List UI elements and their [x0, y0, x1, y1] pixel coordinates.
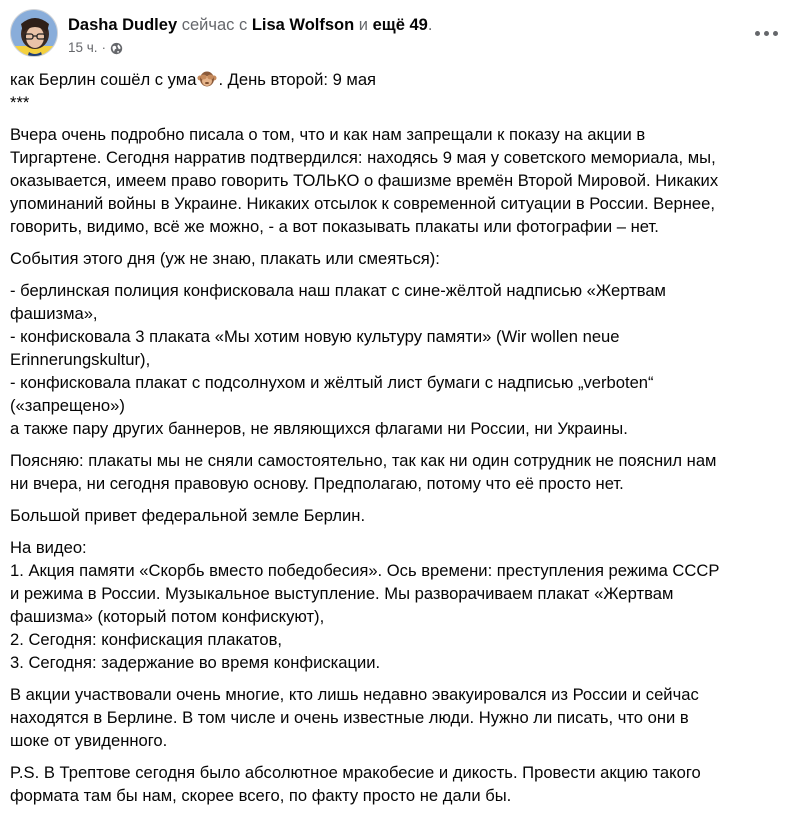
- others-link[interactable]: ещё 49: [372, 16, 428, 34]
- tagged-person[interactable]: Lisa Wolfson: [251, 16, 355, 34]
- avatar-image: [11, 10, 58, 57]
- text-line: Тиргартене. Сегодня нарратив подтвердился: находясь 9 мая у советского мемориала, мы,: [10, 148, 716, 167]
- text-line: и режима в России. Музыкальное выступление. Мы разворачиваем плакат «Жертвам: [10, 584, 674, 603]
- text-line: фашизма» (который потом конфискуют),: [10, 607, 325, 626]
- paragraph-8: [10, 761, 790, 807]
- text-line: Большой привет федеральной земле Берлин.: [10, 506, 366, 525]
- text-line: Erinnerungskultur),: [10, 350, 151, 369]
- title-text-1: как Берлин сошёл с ума: [10, 70, 197, 89]
- paragraph-5: [10, 504, 790, 527]
- meta-separator: ·: [101, 40, 106, 55]
- post-title: [10, 68, 790, 114]
- text-line: P.S. В Трептове сегодня было абсолютное мракобесие и дикость. Провести акцию такого: [10, 763, 701, 782]
- paragraph-2: [10, 247, 790, 270]
- text-line: События этого дня (уж не знаю, плакать или смеяться):: [10, 249, 440, 268]
- more-options-icon[interactable]: [748, 21, 784, 45]
- post-time[interactable]: 15 ч.: [68, 40, 98, 55]
- text-line: - берлинская полиция конфисковала наш плакат с сине-жёлтой надписью «Жертвам: [10, 281, 666, 300]
- text-line: («запрещено»): [10, 396, 125, 415]
- author-line-period: .: [427, 16, 433, 34]
- post-header: [10, 9, 790, 65]
- paragraph-3: [10, 279, 790, 440]
- author-name[interactable]: Dasha Dudley: [68, 16, 178, 34]
- text-line: оказывается, имеем право говорить ТОЛЬКО о фашизме времён Второй Мировой. Никаких: [10, 171, 719, 190]
- text-line: 1. Акция памяти «Скорбь вместо победобесия». Ось времени: преступления режима СССР: [10, 561, 720, 580]
- author-avatar[interactable]: [10, 9, 58, 57]
- text-line: Поясняю: плакаты мы не сняли самостоятельно, так как ни один сотрудник не пояснил нам: [10, 451, 717, 470]
- paragraph-6: [10, 536, 790, 674]
- text-line: фашизма»,: [10, 304, 98, 323]
- text-line: ни вчера, ни сегодня правовую основу. Предполагаю, потому что её просто нет.: [10, 474, 624, 493]
- text-line: 3. Сегодня: задержание во время конфискации.: [10, 653, 381, 672]
- text-line: На видео:: [10, 538, 87, 557]
- paragraph-1: [10, 123, 790, 238]
- text-line: Вчера очень подробно писала о том, что и как нам запрещали к показу на акции в: [10, 125, 646, 144]
- text-line: а также пару других баннеров, не являющихся флагами ни России, ни Украины.: [10, 419, 628, 438]
- with-text: сейчас с: [181, 16, 248, 34]
- title-text-2: . День второй: 9 мая: [218, 70, 377, 89]
- text-line: В акции участвовали очень многие, кто лишь недавно эвакуировался из России и сейчас: [10, 685, 699, 704]
- text-line: шоке от увиденного.: [10, 731, 168, 750]
- text-line: говорить, видимо, всё же можно, - а вот показывать плакаты или фотографии – нет.: [10, 217, 659, 236]
- text-line: упоминаний войны в Украине. Никаких отсылок к современной ситуации в России. Вернее,: [10, 194, 715, 213]
- author-line: [68, 15, 432, 35]
- globe-icon[interactable]: [110, 42, 123, 55]
- paragraph-7: [10, 683, 790, 752]
- see-no-evil-monkey-icon: [197, 70, 217, 88]
- paragraph-4: [10, 449, 790, 495]
- text-line: - конфисковала 3 плаката «Мы хотим новую культуру памяти» (Wir wollen neue: [10, 327, 620, 346]
- text-line: формата там бы нам, скорее всего, по факту просто не дали бы.: [10, 786, 512, 805]
- text-line: - конфисковала плакат с подсолнухом и жёлтый лист бумаги с надписью „verboten“: [10, 373, 654, 392]
- text-line: находятся в Берлине. В том числе и очень известные люди. Нужно ли писать, что они в: [10, 708, 689, 727]
- title-separator: ***: [10, 93, 30, 112]
- post-meta: [68, 39, 123, 57]
- text-line: 2. Сегодня: конфискация плакатов,: [10, 630, 282, 649]
- post-body: [10, 68, 790, 816]
- and-text: и: [358, 16, 369, 34]
